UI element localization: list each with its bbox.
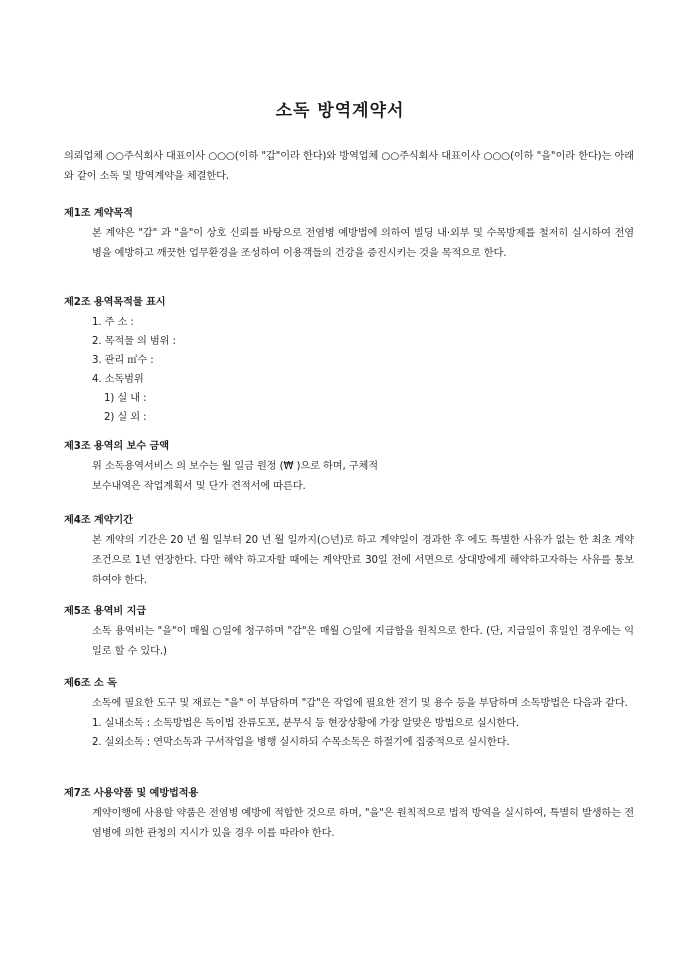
article-1 bbox=[64, 204, 634, 264]
list-item-area: 3. 관리 ㎡수 : bbox=[92, 355, 154, 366]
article-4-body: 본 계약의 기간은 20 년 월 일부터 20 년 월 일까지(○년)로 하고 계약일이 경과한 후 에도 특별한 사유가 없는 한 최초 계약조건으로 1년 연장한다. 다만 해약 하고자할 때에는 계약만료 30일 전에 서면으로 상대방에게 해약하고자하는 사유를 통보하여야 한다. bbox=[92, 535, 634, 586]
article-3-title: 제3조 용역의 보수 금액 bbox=[64, 441, 169, 452]
article-5 bbox=[64, 602, 634, 662]
article-3 bbox=[64, 437, 634, 497]
article-3-line-1: 위 소독용역서비스 의 보수는 월 일금 원정 (₩ )으로 하며, 구체적 bbox=[92, 461, 379, 472]
article-2-title: 제2조 용역목적물 표시 bbox=[64, 297, 166, 308]
article-6-body: 소독에 필요한 도구 및 재료는 "을" 이 부담하며 "갑"은 작업에 필요한 전기 및 용수 등을 부담하며 소독방법은 다음과 같다. bbox=[92, 698, 628, 709]
article-1-title: 제1조 계약목적 bbox=[64, 208, 133, 219]
article-4 bbox=[64, 511, 634, 591]
article-3-line-2: 보수내역은 작업계획서 및 단가 견적서에 따른다. bbox=[92, 481, 306, 492]
list-item-outdoor-disinfection: 2. 실외소독 : 연막소독과 구서작업을 병행 실시하되 수목소독은 하절기에 집중적으로 실시한다. bbox=[92, 737, 510, 748]
article-5-title: 제5조 용역비 지급 bbox=[64, 606, 147, 617]
sub-item-outdoor: 2) 실 외 : bbox=[104, 412, 147, 423]
page-title: 소독 방역계약서 bbox=[275, 101, 405, 121]
sub-item-indoor: 1) 실 내 : bbox=[104, 393, 147, 404]
article-6-title: 제6조 소 독 bbox=[64, 678, 117, 689]
article-3-body bbox=[92, 457, 634, 497]
list-item-indoor-disinfection: 1. 실내소독 : 소독방법은 독이법 잔류도포, 분무식 등 현장상황에 가장 알맞은 방법으로 실시한다. bbox=[92, 718, 519, 729]
article-4-title: 제4조 계약기간 bbox=[64, 515, 133, 526]
contract-intro: 의뢰업체 ○○주식회사 대표이사 ○○○(이하 "갑"이라 한다)와 방역업체 ○○주식회사 대표이사 ○○○(이하 "을"이라 한다)는 아래와 같이 소독 및 방역계약을 체결한다. bbox=[64, 151, 634, 182]
article-6 bbox=[64, 674, 634, 752]
article-2 bbox=[64, 293, 634, 427]
article-7-body: 계약이행에 사용할 약품은 전염병 예방에 적합한 것으로 하며, "을"은 원칙적으로 법적 방역을 실시하여, 특별히 발생하는 전염병에 의한 관청의 지시가 있을 경우 이를 따라야 한다. bbox=[92, 808, 634, 839]
article-5-body: 소독 용역비는 "을"이 매월 ○일에 청구하며 "갑"은 매월 ○일에 지급함을 원칙으로 한다. (단, 지급일이 휴일인 경우에는 익일로 할 수 있다.) bbox=[92, 626, 634, 657]
list-item-scope: 2. 목적물 의 범위 : bbox=[92, 336, 176, 347]
article-7 bbox=[64, 784, 634, 844]
article-1-body: 본 계약은 "갑" 과 "을"이 상호 신뢰를 바탕으로 전염병 예방법에 의하여 빌딩 내·외부 및 수목방제를 철저히 실시하여 전염병을 예방하고 깨끗한 업무환경을 조성하여 이용객들의 건강을 증진시키는 것을 목적으로 한다. bbox=[92, 228, 634, 259]
list-item-address: 1. 주 소 : bbox=[92, 317, 134, 328]
article-7-title: 제7조 사용약품 및 예방법적용 bbox=[64, 788, 199, 799]
list-item-disinfection-range: 4. 소독범위 bbox=[92, 374, 144, 385]
